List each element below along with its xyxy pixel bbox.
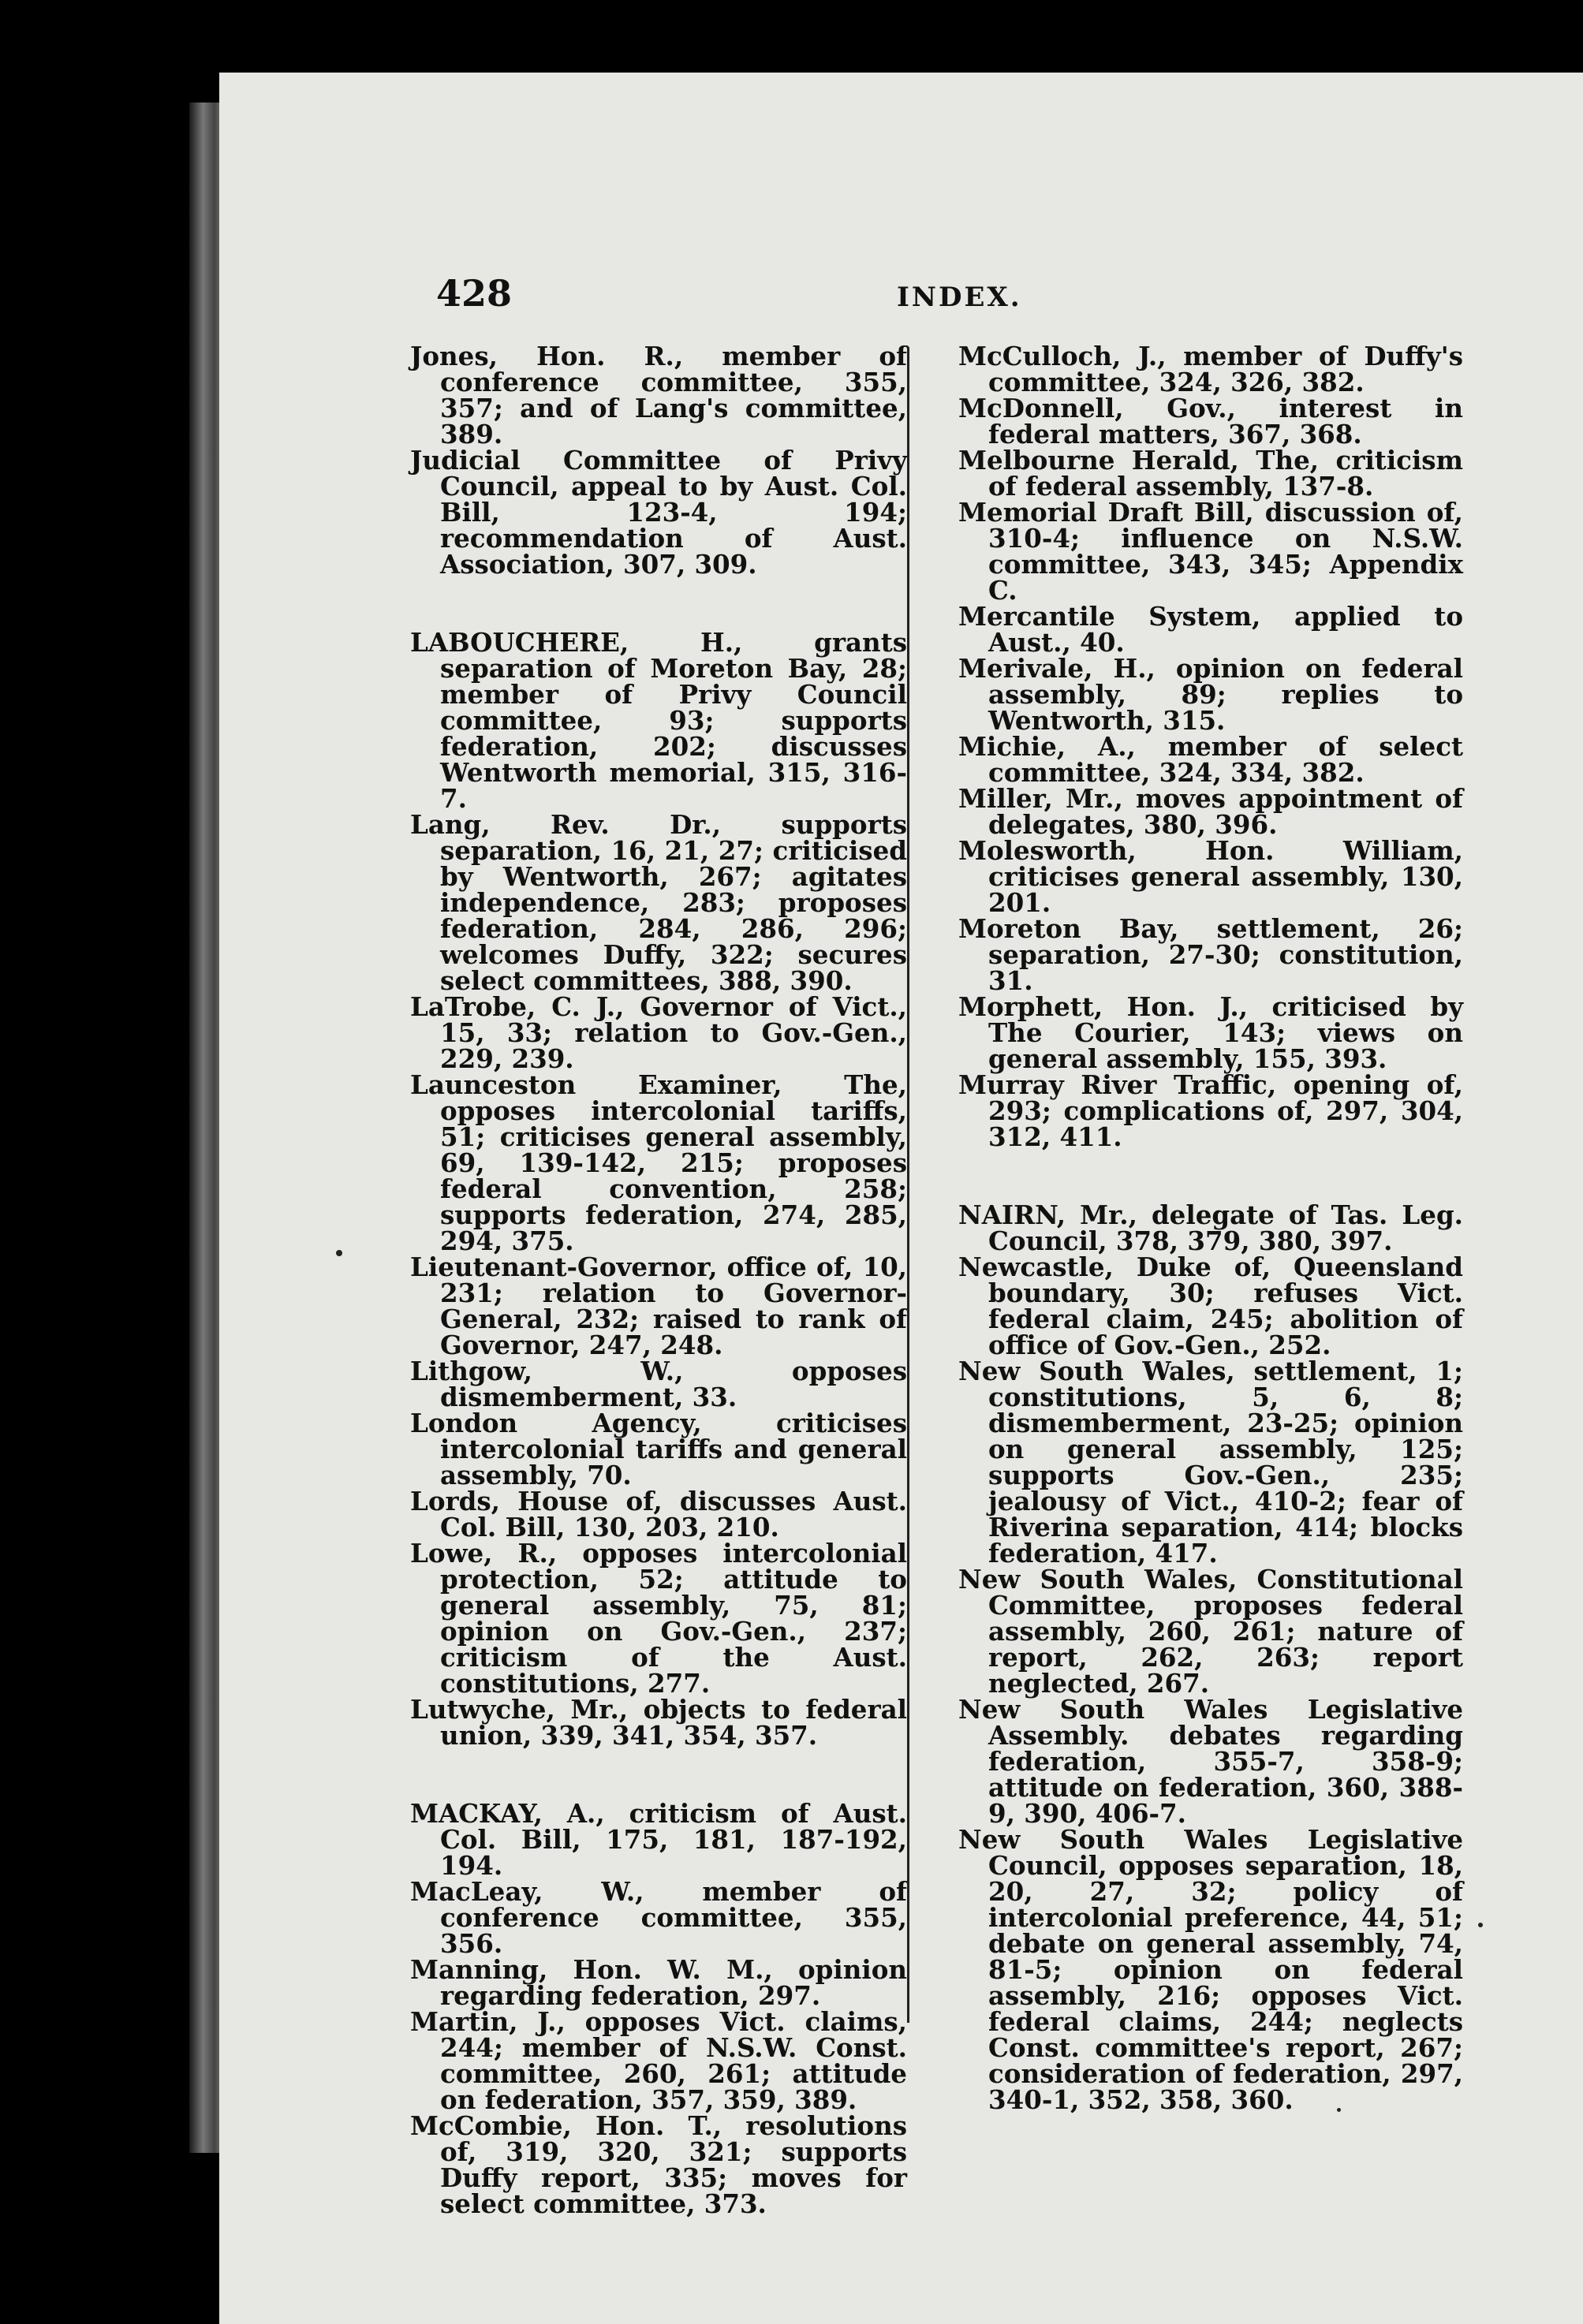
scan-speck (1337, 2108, 1341, 2112)
index-entry: Manning, Hon. W. M., opinion regarding federation, 297. (410, 1954, 907, 2011)
index-entry: MacLeay, W., member of conference committee, 355, 356. (410, 1876, 907, 1959)
index-entry: Moreton Bay, settlement, 26; separation, 27-30; constitution, 31. (958, 913, 1463, 996)
index-entry: New South Wales Legislative Council, opposes separation, 18, 20, 27, 32; policy of intercolonial preference, 44, 51; debate on general assembly, 74, 81-5; opinion on federal assembly, 216; opposes Vict. federal claims, 244; neglects Const. committee's report, 267; consideration of federation, 297, 340-1, 352, 358, 360. (958, 1824, 1463, 2115)
section-gap (410, 1748, 907, 1800)
index-entry: New South Wales Legislative Assembly. debates regarding federation, 355-7, 358-9; attitude on federation, 360, 388-9, 390, 406-7. (958, 1694, 1463, 1829)
index-entry: Murray River Traffic, opening of, 293; complications of, 297, 304, 312, 411. (958, 1069, 1463, 1152)
index-entry: McDonnell, Gov., interest in federal matters, 367, 368. (958, 393, 1463, 450)
page-number: 428 (436, 272, 513, 315)
index-entry: LABOUCHERE, H., grants separation of Moreton Bay, 28; member of Privy Council committee, 93; supports federation, 202; discusses Wentworth memorial, 315, 316-7. (410, 627, 907, 814)
index-entry: Mercantile System, applied to Aust., 40. (958, 601, 1463, 658)
index-entry: Melbourne Herald, The, criticism of federal assembly, 137-8. (958, 445, 1463, 502)
index-entry: McCombie, Hon. T., resolutions of, 319, 320, 321; supports Duffy report, 335; moves for select committee, 373. (410, 2110, 907, 2219)
index-entry: New South Wales, settlement, 1; constitutions, 5, 6, 8; dismemberment, 23-25; opinion on general assembly, 125; supports Gov.-Gen., 235; jealousy of Vict., 410-2; fear of Riverina separation, 414; blocks federation, 417. (958, 1356, 1463, 1569)
index-entry: Lords, House of, discusses Aust. Col. Bill, 130, 203, 210. (410, 1486, 907, 1542)
running-head: INDEX. (897, 282, 1022, 313)
index-entry: London Agency, criticises intercolonial tariffs and general assembly, 70. (410, 1408, 907, 1490)
index-entry: LaTrobe, C. J., Governor of Vict., 15, 33; relation to Gov.-Gen., 229, 239. (410, 991, 907, 1074)
index-entry: Lowe, R., opposes intercolonial protection, 52; attitude to general assembly, 75, 81; opinion on Gov.-Gen., 237; criticism of the Aust. constitutions, 277. (410, 1538, 907, 1699)
index-entry: Miller, Mr., moves appointment of delegates, 380, 396. (958, 783, 1463, 840)
index-entry: Lithgow, W., opposes dismemberment, 33. (410, 1356, 907, 1412)
section-gap (958, 1150, 1463, 1202)
index-entry: Jones, Hon. R., member of conference committee, 355, 357; and of Lang's committee, 389. (410, 341, 907, 450)
section-gap (410, 577, 907, 629)
index-entry: McCulloch, J., member of Duffy's committee, 324, 326, 382. (958, 341, 1463, 397)
index-column-left (410, 343, 907, 2217)
index-entry: MACKAY, A., criticism of Aust. Col. Bill, 175, 181, 187-192, 194. (410, 1798, 907, 1881)
index-entry: Michie, A., member of select committee, 324, 334, 382. (958, 731, 1463, 788)
index-entry: Merivale, H., opinion on federal assembly, 89; replies to Wentworth, 315. (958, 653, 1463, 736)
column-divider (907, 347, 909, 2023)
index-entry: Memorial Draft Bill, discussion of, 310-4; influence on N.S.W. committee, 343, 345; Appendix C. (958, 497, 1463, 606)
scan-speck (1478, 1923, 1483, 1927)
scan-speck (336, 1250, 342, 1256)
index-entry: Lang, Rev. Dr., supports separation, 16, 21, 27; criticised by Wentworth, 267; agitates independence, 283; proposes federation, 284, 286, 296; welcomes Duffy, 322; secures select committees, 388, 390. (410, 809, 907, 996)
index-entry: Morphett, Hon. J., criticised by The Courier, 143; views on general assembly, 155, 393. (958, 991, 1463, 1074)
index-entry: Judicial Committee of Privy Council, appeal to by Aust. Col. Bill, 123-4, 194; recommendation of Aust. Association, 307, 309. (410, 445, 907, 580)
index-entry: New South Wales, Constitutional Committee, proposes federal assembly, 260, 261; nature of report, 262, 263; report neglected, 267. (958, 1564, 1463, 1699)
index-entry: Lieutenant-Governor, office of, 10, 231; relation to Governor-General, 232; raised to rank of Governor, 247, 248. (410, 1252, 907, 1360)
index-entry: NAIRN, Mr., delegate of Tas. Leg. Council, 378, 379, 380, 397. (958, 1199, 1463, 1256)
index-entry: Molesworth, Hon. William, criticises general assembly, 130, 201. (958, 835, 1463, 918)
index-entry: Lutwyche, Mr., objects to federal union, 339, 341, 354, 357. (410, 1694, 907, 1751)
index-entry: Newcastle, Duke of, Queensland boundary, 30; refuses Vict. federal claim, 245; abolition of office of Gov.-Gen., 252. (958, 1252, 1463, 1360)
index-entry: Martin, J., opposes Vict. claims, 244; member of N.S.W. Const. committee, 260, 261; attitude on federation, 357, 359, 389. (410, 2006, 907, 2115)
index-column-right (958, 343, 1463, 2113)
index-entry: Launceston Examiner, The, opposes intercolonial tariffs, 51; criticises general assembly, 69, 139-142, 215; proposes federal convention, 258; supports federation, 274, 285, 294, 375. (410, 1069, 907, 1256)
